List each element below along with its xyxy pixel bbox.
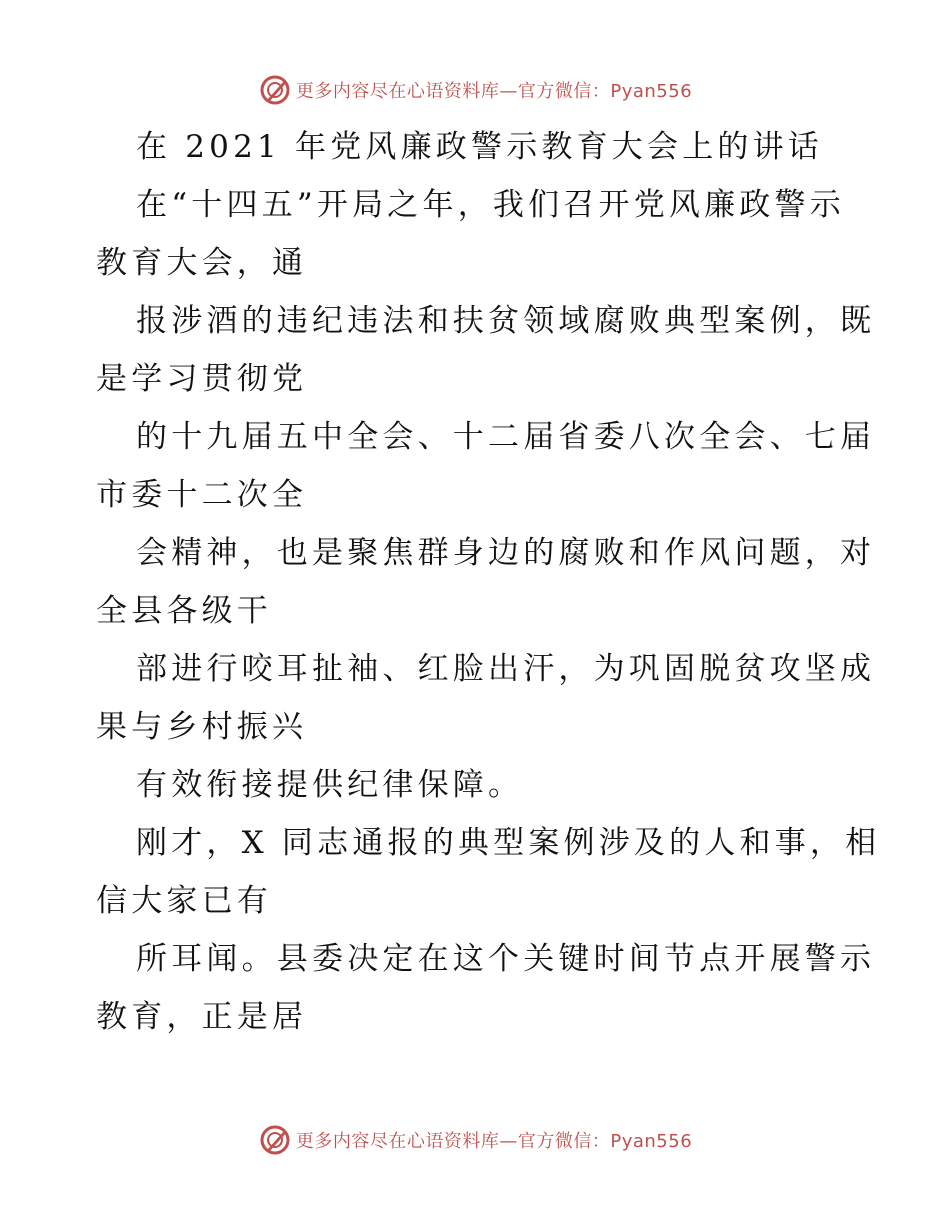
document-title: 在 2021 年党风廉政警示教育大会上的讲话 <box>136 129 823 165</box>
paragraph-line: 果与乡村振兴 <box>96 709 308 745</box>
watermark-text: 更多内容尽在心语资料库—官方微信：Pyan556 <box>295 1131 693 1152</box>
paragraph-line: 是学习贯彻党 <box>96 361 308 397</box>
paragraph-line: 部进行咬耳扯袖、红脸出汗，为巩固脱贫攻坚成 <box>136 651 876 687</box>
footer-watermark <box>0 1120 950 1160</box>
paragraph-line: 教育，正是居 <box>96 999 308 1035</box>
pen-logo-icon <box>258 1123 292 1157</box>
paragraph-line: 在“十四五”开局之年，我们召开党风廉政警示 <box>136 187 845 223</box>
paragraph-line: 信大家已有 <box>96 883 272 919</box>
paragraph-line: 所耳闻。县委决定在这个关键时间节点开展警示 <box>136 941 876 977</box>
paragraph-line: 教育大会，通 <box>96 245 308 281</box>
pen-logo-icon <box>258 73 292 107</box>
paragraph-line: 的十九届五中全会、十二届省委八次全会、七届 <box>136 419 876 455</box>
header-watermark <box>0 70 950 110</box>
document-body <box>96 118 881 1046</box>
watermark-text: 更多内容尽在心语资料库—官方微信：Pyan556 <box>295 81 693 102</box>
paragraph-line: 会精神，也是聚焦群身边的腐败和作风问题，对 <box>136 535 876 571</box>
paragraph-line: 有效衔接提供纪律保障。 <box>136 767 524 803</box>
paragraph-line: 市委十二次全 <box>96 477 308 513</box>
paragraph-line: 刚才，X 同志通报的典型案例涉及的人和事，相 <box>136 825 881 861</box>
paragraph-line: 报涉酒的违纪违法和扶贫领域腐败典型案例，既 <box>136 303 876 339</box>
paragraph-line: 全县各级干 <box>96 593 272 629</box>
